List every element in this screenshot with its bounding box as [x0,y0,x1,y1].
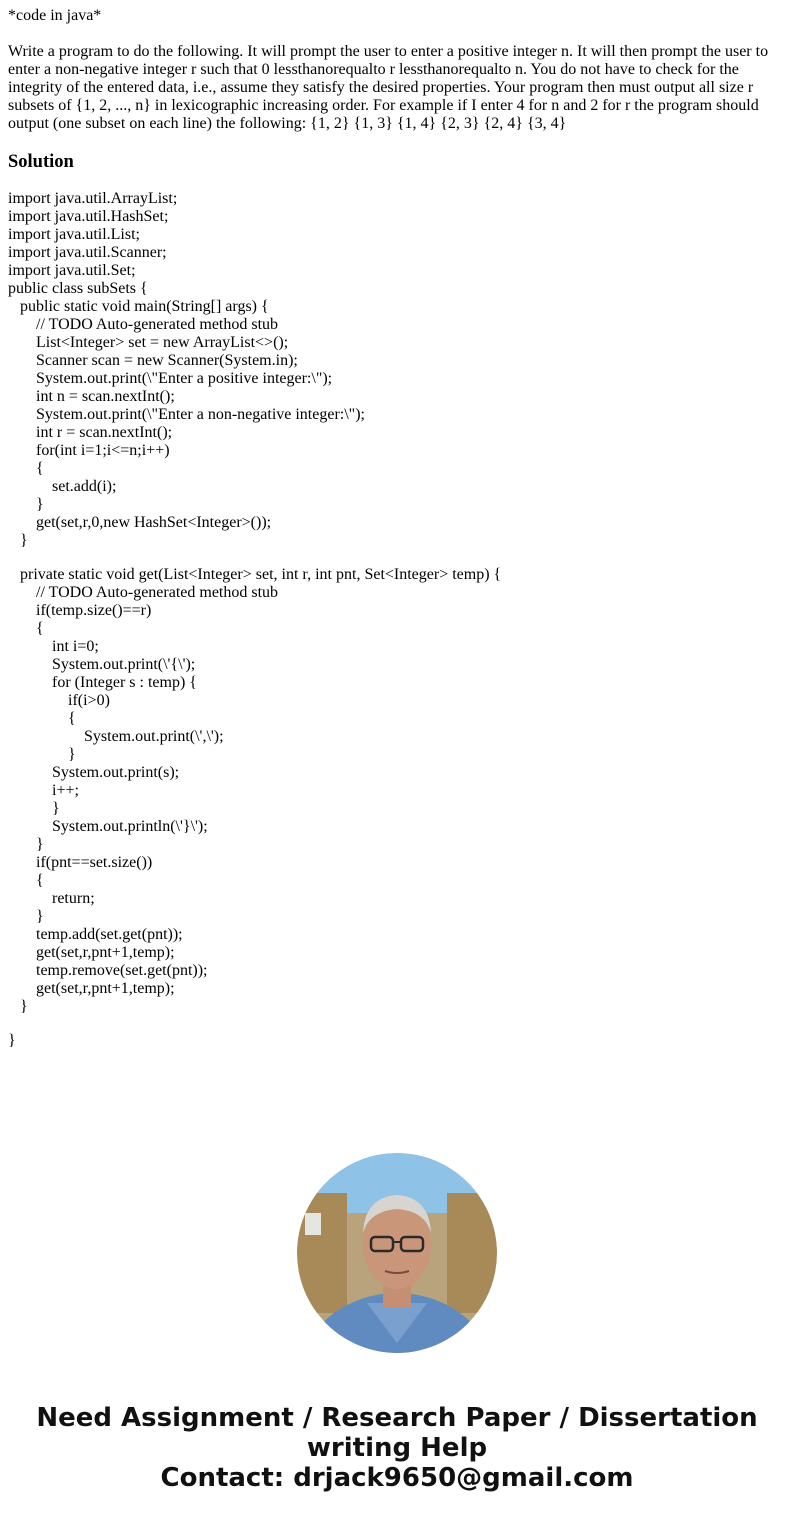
code-line: int r = scan.nextInt(); [8,424,173,441]
code-line: int n = scan.nextInt(); [8,388,175,405]
question-body: Write a program to do the following. It will prompt the user to enter a positive integer n. It will then prompt the user to enter a non-negative integer r such that 0 lessthanorequalto r lessthanorequalto n. You do not have to check for the integrity of the entered data, i.e., assume they satisfy the desired properties. Your program then must output all size r subsets of {1, 2, ..., n} in lexicographic increasing order. For example if I enter 4 for n and 2 for r the program should output (one subset on each line) the following: {1, 2} {1, 3} {1, 4} {2, 3} {2, 4} {3, 4} [8,43,769,132]
code-line: if(i>0) [8,692,110,709]
code-line: List<Integer> set = new ArrayList<>(); [8,334,289,351]
page-content [8,7,783,1050]
code-line: return; [8,890,95,907]
code-line: public class subSets { [8,280,148,297]
code-line: temp.remove(set.get(pnt)); [8,962,208,979]
code-line: System.out.print(\',\'); [8,728,224,745]
author-avatar [297,1153,497,1353]
code-line [8,550,783,566]
author-portrait-image [297,1153,497,1353]
code-line: Scanner scan = new Scanner(System.in); [8,352,298,369]
code-line: } [8,836,44,853]
code-line: } [8,532,28,549]
code-line: import java.util.Scanner; [8,244,167,261]
code-line: get(set,r,pnt+1,temp); [8,980,175,997]
code-line: import java.util.HashSet; [8,208,169,225]
code-line: if(temp.size()==r) [8,602,152,619]
code-line: if(pnt==set.size()) [8,854,153,871]
code-line: public static void main(String[] args) { [8,298,269,315]
code-line: import java.util.ArrayList; [8,190,178,207]
code-line: private static void get(List<Integer> set, int r, int pnt, Set<Integer> temp) { [8,566,502,583]
promo-contact: Contact: drjack9650@gmail.com [160,1463,634,1493]
code-line: System.out.print(\"Enter a positive integer:\"); [8,370,333,387]
code-line: get(set,r,pnt+1,temp); [8,944,175,961]
code-line: { [8,872,44,889]
code-line: { [8,710,76,727]
code-line [8,1016,783,1032]
promo-line-2: writing Help [306,1433,488,1463]
code-line: } [8,908,44,925]
code-line: } [8,1032,16,1049]
code-line: } [8,746,76,763]
code-block [8,190,783,1050]
code-line: } [8,998,28,1015]
code-line: } [8,496,44,513]
code-line: set.add(i); [8,478,117,495]
code-line: System.out.print(\"Enter a non-negative integer:\"); [8,406,365,423]
promo-line-1: Need Assignment / Research Paper / Dissertation [36,1403,758,1433]
code-line: int i=0; [8,638,99,655]
code-line: } [8,800,60,817]
code-line: // TODO Auto-generated method stub [8,584,279,601]
code-line: i++; [8,782,79,799]
code-line: System.out.println(\'}\'); [8,818,208,835]
code-line: import java.util.List; [8,226,140,243]
code-line: temp.add(set.get(pnt)); [8,926,183,943]
code-line: for (Integer s : temp) { [8,674,197,691]
code-line: import java.util.Set; [8,262,136,279]
code-line: get(set,r,0,new HashSet<Integer>()); [8,514,272,531]
code-line: { [8,620,44,637]
solution-heading: Solution [8,152,74,172]
code-line: { [8,460,44,477]
code-line: // TODO Auto-generated method stub [8,316,279,333]
code-line: System.out.print(s); [8,764,180,781]
code-line: for(int i=1;i<=n;i++) [8,442,170,459]
question-tag: *code in java* [8,7,102,24]
promo-banner [0,1403,794,1493]
code-line: System.out.print(\'{\'); [8,656,196,673]
